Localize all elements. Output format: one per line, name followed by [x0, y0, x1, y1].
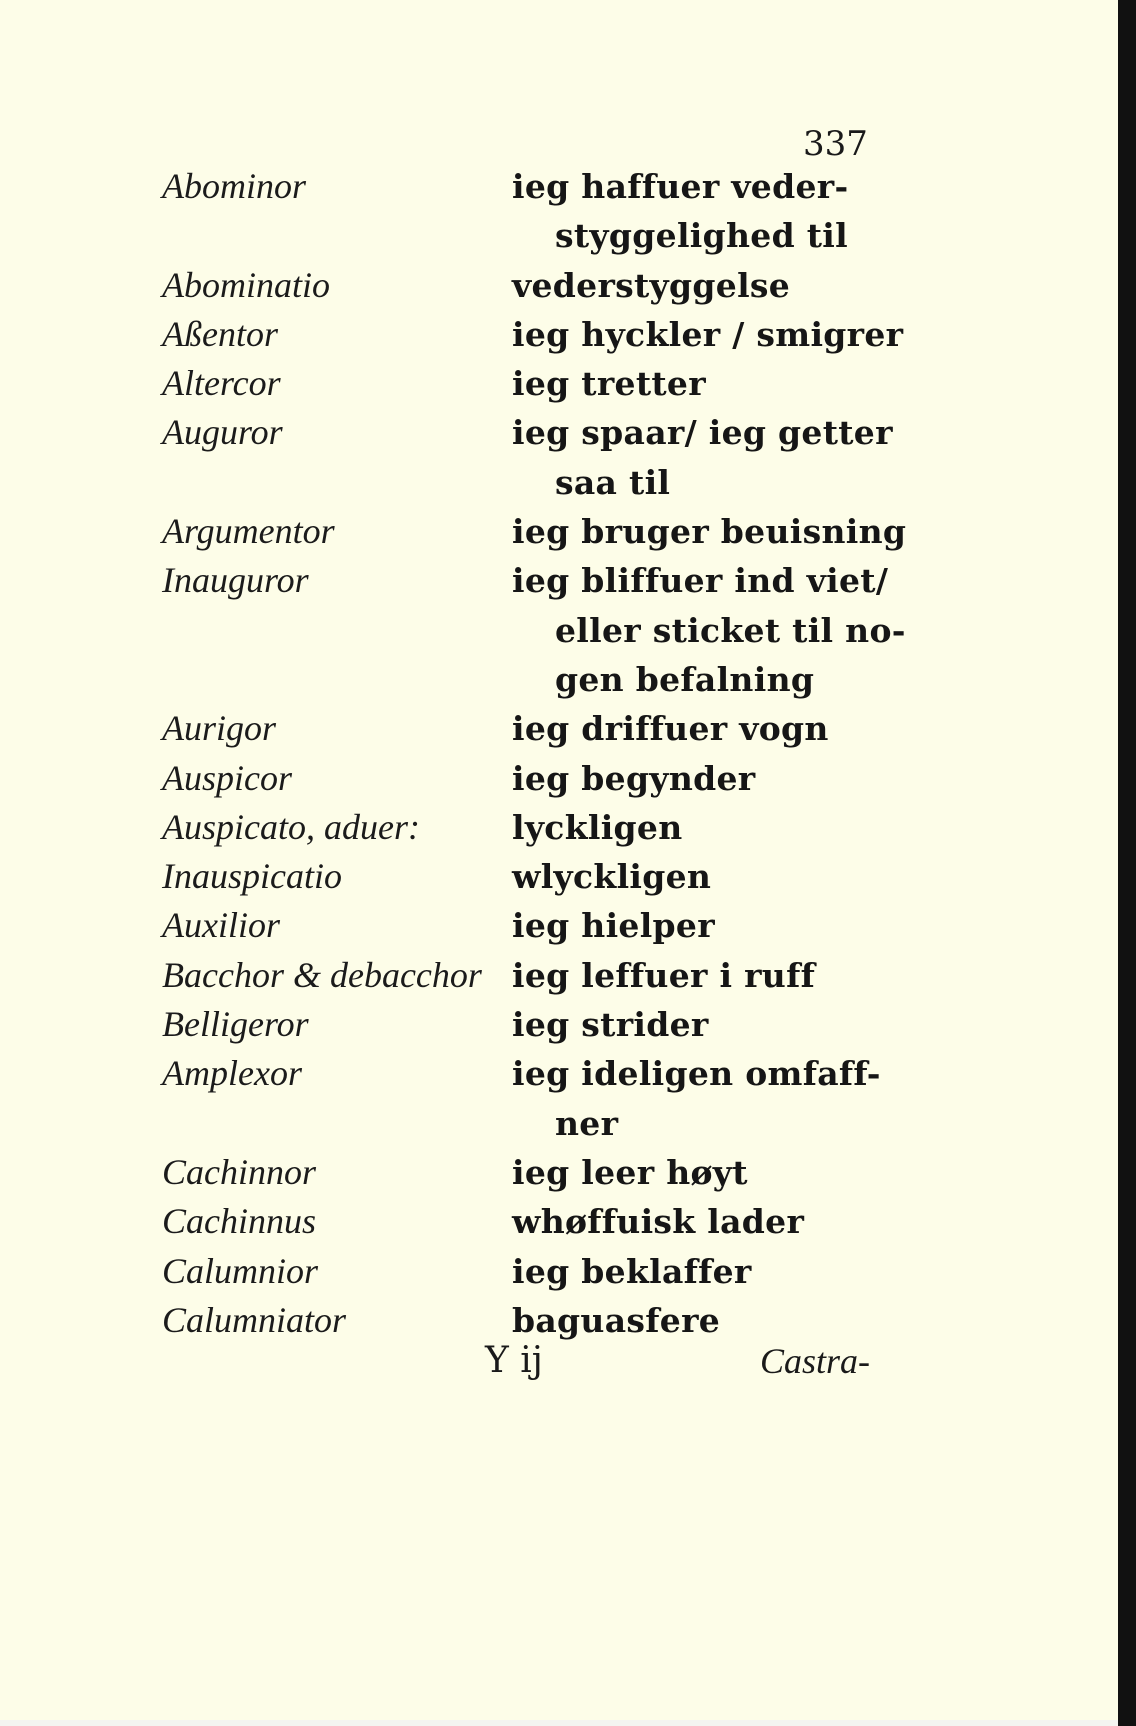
danish-translation: ieg beklaffer: [512, 1251, 752, 1291]
danish-translation: ieg bruger beuisning: [512, 512, 907, 552]
danish-translation: ieg ideligen omfaff-: [512, 1054, 881, 1094]
entry-row: [0, 408, 1118, 457]
danish-translation: ieg haffuer veder-: [512, 167, 849, 206]
danish-translation: gen befalning: [555, 659, 815, 699]
latin-term: Amplexor: [162, 1053, 302, 1094]
entry-row: [0, 754, 1118, 803]
latin-term: Belligeror: [162, 1004, 309, 1045]
entry-row: [0, 1247, 1118, 1296]
danish-translation: ieg driffuer vogn: [512, 709, 829, 749]
latin-term: Inauguror: [162, 560, 309, 601]
latin-term: Aßentor: [162, 313, 278, 354]
latin-term: Auspicato, aduer:: [162, 806, 420, 847]
entry-row: [0, 458, 1118, 507]
entry-row: [0, 655, 1118, 704]
latin-term: Auguror: [162, 412, 283, 453]
entry-row: [0, 359, 1118, 408]
glossary-entries: [0, 162, 1118, 1345]
latin-term: Cachinnor: [162, 1151, 317, 1192]
latin-term: Cachinnus: [162, 1201, 317, 1242]
entry-row: [0, 1197, 1118, 1246]
danish-translation: ieg begynder: [512, 758, 756, 798]
danish-translation: ner: [555, 1103, 619, 1143]
entry-row: [0, 852, 1118, 901]
entry-row: [0, 951, 1118, 1000]
danish-translation: ieg spaar/ ieg getter: [512, 413, 893, 453]
entry-row: [0, 162, 1118, 211]
scan-edge: [1118, 0, 1136, 1726]
signature-mark: Y ij: [485, 1340, 543, 1381]
danish-translation: whøffuisk lader: [512, 1202, 805, 1242]
latin-term: Aurigor: [162, 708, 277, 749]
danish-translation: baguasfere: [512, 1300, 721, 1340]
entry-row: [0, 1049, 1118, 1098]
entry-row: [0, 1148, 1118, 1197]
latin-term: Auspicor: [162, 757, 292, 798]
page-footer: [0, 1340, 1118, 1390]
entry-row: [0, 1000, 1118, 1049]
entry-row: [0, 507, 1118, 556]
danish-translation: ieg leer høyt: [512, 1152, 748, 1192]
latin-term: Inauspicatio: [162, 856, 342, 897]
danish-translation: ieg hielper: [512, 906, 715, 946]
page-bottom-margin: [0, 1720, 1118, 1726]
entry-row: [0, 1296, 1118, 1345]
danish-translation: ieg tretter: [512, 364, 706, 404]
entry-row: [0, 556, 1118, 605]
entry-row: [0, 606, 1118, 655]
danish-translation: eller sticket til no-: [555, 610, 906, 650]
entry-row: [0, 211, 1118, 260]
danish-translation: ieg leffuer i ruff: [512, 955, 816, 995]
latin-term: Abominatio: [162, 264, 330, 305]
danish-translation: styggelighed til: [555, 216, 848, 256]
entry-row: [0, 310, 1118, 359]
latin-term: Argumentor: [162, 511, 335, 552]
latin-term: Calumniator: [162, 1299, 347, 1340]
entry-row: [0, 803, 1118, 852]
latin-term: Calumnior: [162, 1250, 319, 1291]
latin-term: Auxilior: [162, 905, 280, 946]
danish-translation: ieg bliffuer ind viet/: [512, 561, 889, 601]
latin-term: Abominor: [162, 166, 306, 206]
catchword: Castra-: [760, 1341, 871, 1381]
danish-translation: lyckligen: [512, 807, 683, 847]
latin-term: Altercor: [162, 363, 281, 404]
entry-row: [0, 901, 1118, 950]
danish-translation: ieg strider: [512, 1005, 709, 1045]
latin-term: Bacchor & debacchor: [162, 954, 482, 995]
entry-row: [0, 704, 1118, 753]
entry-row: [0, 261, 1118, 310]
danish-translation: vederstyggelse: [512, 265, 791, 305]
entry-row: [0, 1099, 1118, 1148]
danish-translation: ieg hyckler / smigrer: [512, 314, 904, 354]
danish-translation: wlyckligen: [512, 857, 712, 897]
page-number: 337: [803, 124, 868, 164]
danish-translation: saa til: [555, 462, 671, 502]
